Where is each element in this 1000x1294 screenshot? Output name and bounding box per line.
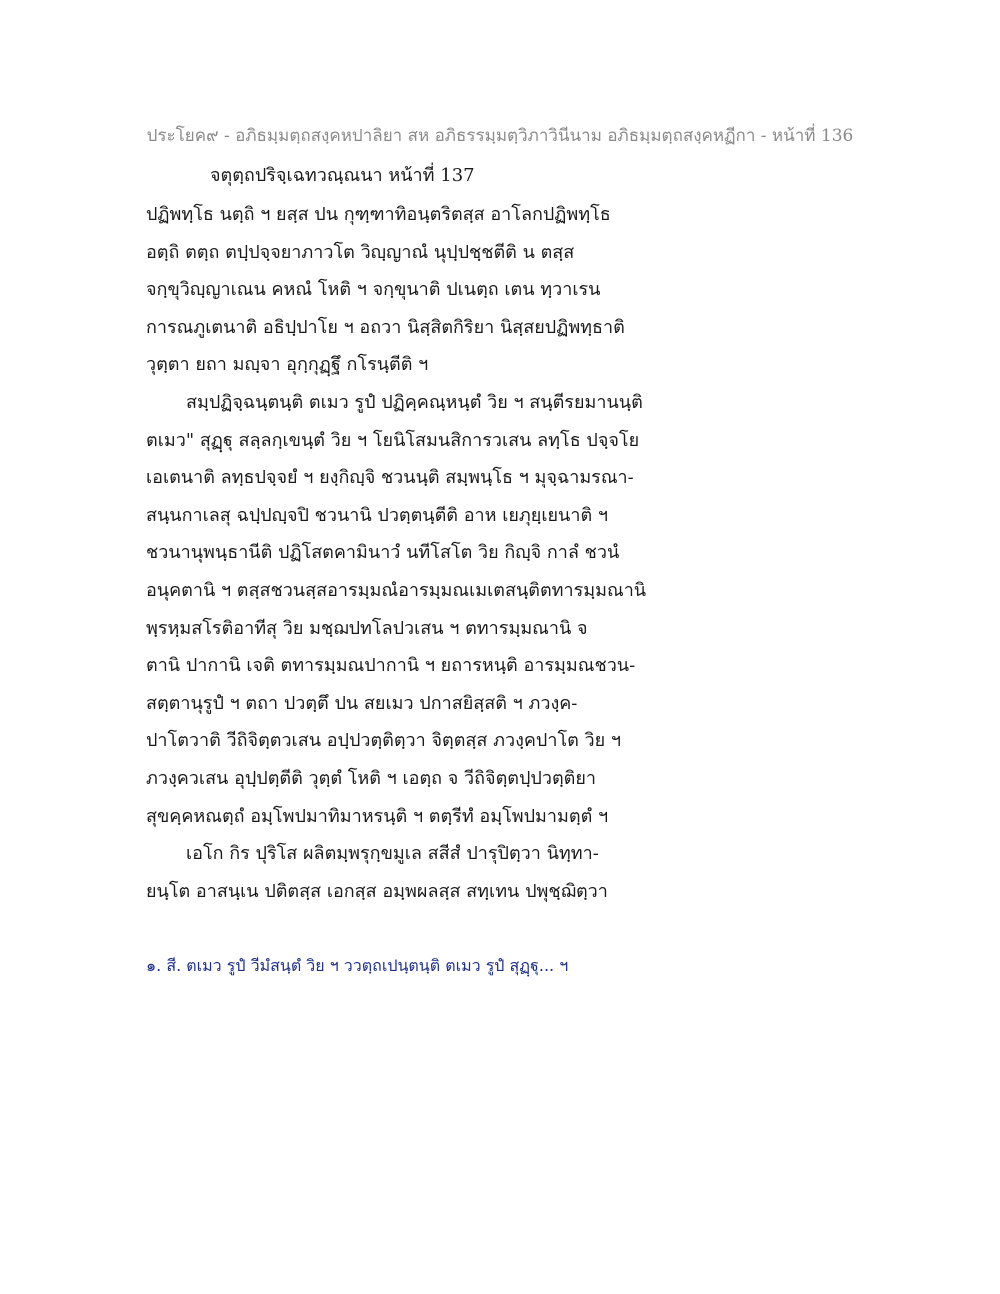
text-line: สนฺนกาเลสุ ฉปฺปญฺจปิ ชวนานิ ปวตฺตนฺตีติ อาห เยภุยฺเยนาติ ฯ xyxy=(146,504,608,526)
footnote: ๑. สี. ตเมว รูปํ วีมํสนฺตํ วิย ฯ ววตฺถเปนฺตนฺติ ตเมว รูปํ สุฏฺฐุ... ฯ xyxy=(146,956,569,975)
section-title: จตุตฺถปริจฺเฉทวณฺณนา หน้าที่ 137 xyxy=(210,165,475,186)
text-line: ยนฺโต อาสนฺเน ปติตสฺส เอกสฺส อมฺพผลสฺส สทฺเทน ปพุชฺฌิตฺวา xyxy=(146,880,608,902)
text-line: เอเตนาติ ลทฺธปจฺจยํ ฯ ยงฺกิญฺจิ ชวนนฺติ สมฺพนฺโธ ฯ มุจฺฉามรณา- xyxy=(146,467,634,489)
text-line: ตานิ ปากานิ เจติ ตทารมฺมณปากานิ ฯ ยถารหนฺติ อารมฺมณชวน- xyxy=(146,655,636,677)
text-line: ตเมว" สุฏฺฐุ สลฺลกฺเขนฺตํ วิย ฯ โยนิโสมนสิการวเสน ลทฺโธ ปจฺจโย xyxy=(146,429,640,451)
paragraph-start-line: สมฺปฏิจฺฉนฺตนฺติ ตเมว รูปํ ปฏิคฺคณฺหนฺตํ วิย ฯ สนฺตีรยมานนฺติ xyxy=(186,391,643,413)
text-line: จกฺขุวิญฺญาเณน คหณํ โหติ ฯ จกฺขุนาติ ปเนตฺถ เตน ทฺวาเรน xyxy=(146,279,601,301)
running-header: ประโยค๙ - อภิธมฺมตฺถสงฺคหปาลิยา สห อภิธรรมฺมตฺวิภาวินีนาม อภิธมฺมตฺถสงฺคหฏีกา - หน้าที่ 136 xyxy=(146,126,854,146)
text-line: ชวนานุพนฺธานีติ ปฏิโสตคามินาวํ นทีโสโต วิย กิญฺจิ กาลํ ชวนํ xyxy=(146,542,620,564)
text-line: อตฺถิ ตตฺถ ตปฺปจฺจยาภาวโต วิญฺญาณํ นุปฺปชฺชตีติ น ตสฺส xyxy=(146,241,575,263)
text-line: สุขคฺคหณตฺถํ อมฺโพปมาทิมาหรนฺติ ฯ ตตฺรีทํ อมฺโพปมามตฺตํ ฯ xyxy=(146,805,609,827)
text-line: วุตฺตา ยถา มญฺจา อุกฺกุฏฺฐึ กโรนฺตีติ ฯ xyxy=(146,354,429,376)
text-line: ภวงฺควเสน อุปฺปตฺตีติ วุตฺตํ โหติ ฯ เอตฺถ จ วีถิจิตฺตปฺปวตฺติยา xyxy=(146,767,596,789)
text-line: อนุคตานิ ฯ ตสฺสชวนสฺสอารมฺมณํอารมฺมณเมเตสนฺติตทารมฺมณานิ xyxy=(146,579,647,601)
text-line: ปฏิพทฺโธ นตฺถิ ฯ ยสฺส ปน กุฑฺฑาทิอนฺตริตสฺส อาโลกปฏิพทฺโธ xyxy=(146,204,611,225)
paragraph-start-line: เอโก กิร ปุริโส ผลิตมฺพรุกฺขมูเล สสีสํ ปารุปิตฺวา นิทฺทา- xyxy=(186,843,599,865)
text-line: ปาโตวาติ วีถิจิตฺตวเสน อปฺปวตฺติตฺวา จิตฺตสฺส ภวงฺคปาโต วิย ฯ xyxy=(146,730,622,752)
text-line: พฺรหฺมสโรติอาทีสุ วิย มชฺฌปทโลปวเสน ฯ ตทารมฺมณานิ จ xyxy=(146,617,588,639)
text-line: การณภูเตนาติ อธิปฺปาโย ฯ อถวา นิสฺสิตกิริยา นิสฺสยปฏิพทฺธาติ xyxy=(146,316,625,338)
body-text xyxy=(146,196,706,910)
text-line: สตฺตานุรูปํ ฯ ตถา ปวตฺตึ ปน สยเมว ปกาสยิสฺสติ ฯ ภวงฺค- xyxy=(146,692,578,714)
